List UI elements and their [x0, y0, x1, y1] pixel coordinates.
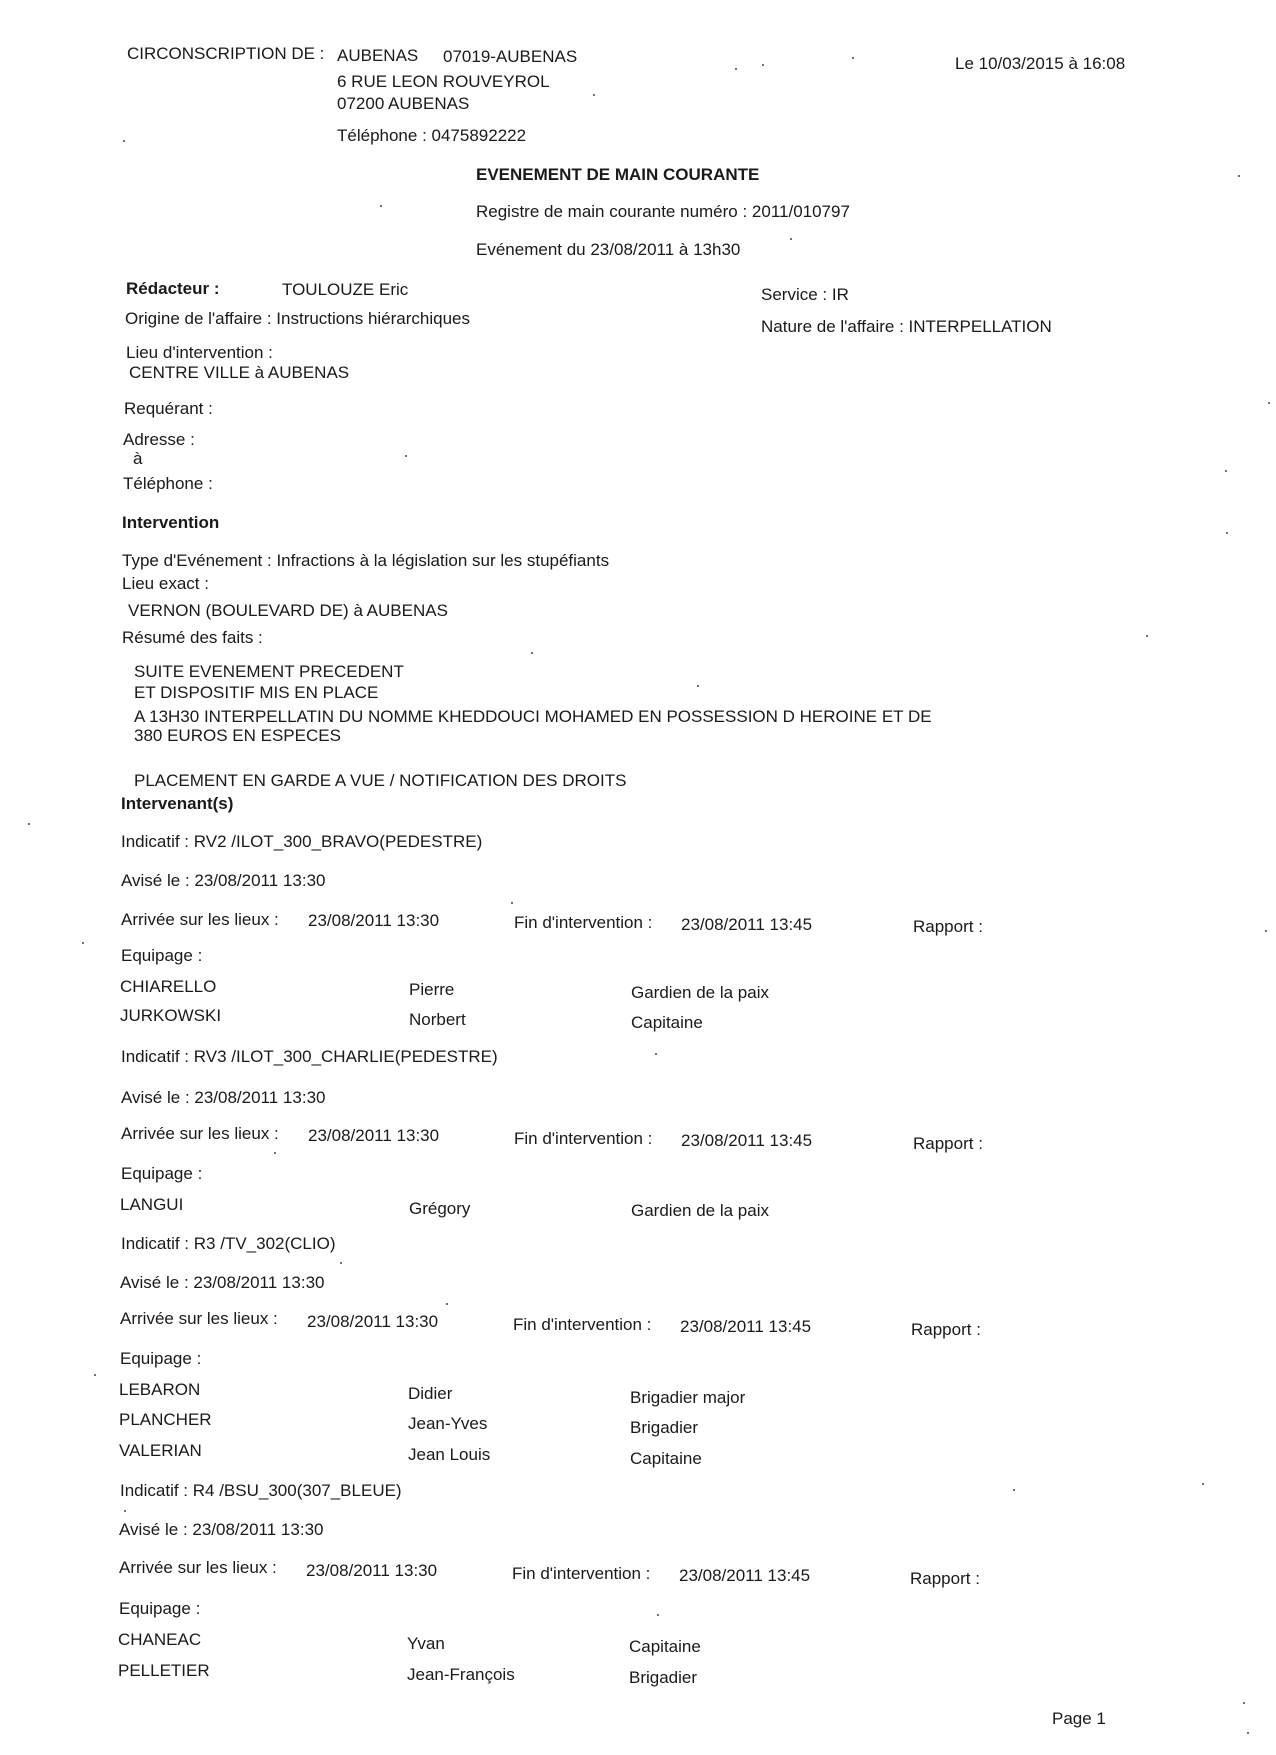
crew-grade: Capitaine	[630, 1449, 702, 1468]
intervention-heading: Intervention	[122, 513, 220, 532]
crew-prenom: Jean-François	[407, 1665, 515, 1684]
lieu-intervention-label: Lieu d'intervention :	[126, 343, 273, 362]
crew-grade: Gardien de la paix	[631, 983, 769, 1002]
unit-avise: Avisé le : 23/08/2011 13:30	[121, 1088, 326, 1107]
resume-line: A 13H30 INTERPELLATIN DU NOMME KHEDDOUCI MOHAMED EN POSSESSION D HEROINE ET DE	[134, 707, 932, 726]
crew-grade: Brigadier	[629, 1668, 698, 1687]
adresse-label: Adresse :	[123, 430, 195, 449]
document-title: EVENEMENT DE MAIN COURANTE	[476, 165, 760, 184]
equipage-label: Equipage :	[121, 946, 203, 965]
unit-fin: 23/08/2011 13:45	[680, 1317, 812, 1336]
unit-arrivee: 23/08/2011 13:30	[307, 1312, 439, 1331]
arrivee-label: Arrivée sur les lieux :	[119, 1558, 277, 1577]
resume-label: Résumé des faits :	[122, 628, 263, 647]
crew-prenom: Norbert	[409, 1010, 466, 1029]
unit-indicatif: Indicatif : R4 /BSU_300(307_BLEUE)	[120, 1481, 402, 1500]
resume-line: 380 EUROS EN ESPECES	[134, 726, 341, 745]
crew-prenom: Jean Louis	[408, 1445, 491, 1464]
event-datetime: Evénement du 23/08/2011 à 13h30	[476, 240, 741, 259]
rapport-label: Rapport :	[913, 1134, 983, 1153]
equipage-label: Equipage :	[119, 1599, 201, 1618]
origine-field: Origine de l'affaire : Instructions hiérarchiques	[125, 309, 470, 328]
lieu-exact-value: VERNON (BOULEVARD DE) à AUBENAS	[128, 601, 448, 620]
crew-grade: Capitaine	[629, 1637, 701, 1656]
address-line-2: 07200 AUBENAS	[337, 94, 470, 113]
unit-arrivee: 23/08/2011 13:30	[308, 1126, 440, 1145]
crew-grade: Gardien de la paix	[631, 1201, 769, 1220]
crew-nom: LANGUI	[120, 1195, 184, 1214]
unit-indicatif: Indicatif : RV2 /ILOT_300_BRAVO(PEDESTRE)	[121, 832, 483, 851]
crew-prenom: Yvan	[407, 1634, 445, 1653]
redacteur-value: TOULOUZE Eric	[282, 280, 409, 299]
unit-avise: Avisé le : 23/08/2011 13:30	[119, 1520, 324, 1539]
arrivee-label: Arrivée sur les lieux :	[121, 1124, 279, 1143]
lieu-exact-label: Lieu exact :	[122, 574, 209, 593]
equipage-label: Equipage :	[121, 1164, 203, 1183]
crew-grade: Brigadier major	[630, 1388, 746, 1407]
equipage-label: Equipage :	[120, 1349, 202, 1368]
crew-nom: PELLETIER	[118, 1661, 210, 1680]
page-number: Page 1	[1052, 1709, 1106, 1728]
unit-fin: 23/08/2011 13:45	[679, 1566, 811, 1585]
unit-fin: 23/08/2011 13:45	[681, 1131, 813, 1150]
fin-label: Fin d'intervention :	[514, 913, 653, 932]
unit-indicatif: Indicatif : R3 /TV_302(CLIO)	[121, 1234, 336, 1253]
crew-nom: VALERIAN	[119, 1441, 202, 1460]
circonscription-name: AUBENAS	[337, 46, 419, 65]
rapport-label: Rapport :	[911, 1320, 981, 1339]
unit-fin: 23/08/2011 13:45	[681, 915, 813, 934]
crew-nom: JURKOWSKI	[120, 1006, 222, 1025]
resume-line: ET DISPOSITIF MIS EN PLACE	[134, 683, 379, 702]
crew-prenom: Pierre	[409, 980, 455, 999]
requerant-label: Requérant :	[124, 399, 213, 418]
address-line-1: 6 RUE LEON ROUVEYROL	[337, 72, 550, 91]
unit-avise: Avisé le : 23/08/2011 13:30	[121, 871, 326, 890]
crew-grade: Capitaine	[631, 1013, 703, 1032]
fin-label: Fin d'intervention :	[513, 1315, 652, 1334]
placement-line: PLACEMENT EN GARDE A VUE / NOTIFICATION DES DROITS	[134, 771, 627, 790]
unit-avise: Avisé le : 23/08/2011 13:30	[120, 1273, 325, 1292]
service-field: Service : IR	[761, 285, 849, 304]
adresse-a-label: à	[133, 449, 143, 468]
unit-indicatif: Indicatif : RV3 /ILOT_300_CHARLIE(PEDESTRE)	[121, 1047, 498, 1066]
fin-label: Fin d'intervention :	[512, 1564, 651, 1583]
crew-grade: Brigadier	[630, 1418, 699, 1437]
registre-number: Registre de main courante numéro : 2011/010797	[476, 202, 850, 221]
nature-field: Nature de l'affaire : INTERPELLATION	[761, 317, 1052, 336]
crew-nom: PLANCHER	[119, 1410, 212, 1429]
lieu-intervention-value: CENTRE VILLE à AUBENAS	[129, 363, 350, 382]
intervenants-heading: Intervenant(s)	[121, 794, 234, 813]
circonscription-code: 07019-AUBENAS	[443, 47, 578, 66]
crew-prenom: Didier	[408, 1384, 453, 1403]
header-phone: Téléphone : 0475892222	[337, 126, 527, 145]
arrivee-label: Arrivée sur les lieux :	[121, 910, 279, 929]
crew-nom: CHIARELLO	[120, 977, 217, 996]
resume-line: SUITE EVENEMENT PRECEDENT	[134, 662, 404, 681]
type-evenement: Type d'Evénement : Infractions à la législation sur les stupéfiants	[122, 551, 610, 570]
fin-label: Fin d'intervention :	[514, 1129, 653, 1148]
circonscription-label: CIRCONSCRIPTION DE :	[127, 44, 325, 63]
crew-prenom: Grégory	[409, 1199, 471, 1218]
redacteur-label: Rédacteur :	[126, 279, 220, 298]
telephone-label: Téléphone :	[123, 474, 213, 493]
crew-prenom: Jean-Yves	[408, 1414, 488, 1433]
crew-nom: LEBARON	[119, 1380, 201, 1399]
unit-arrivee: 23/08/2011 13:30	[308, 911, 440, 930]
print-date: Le 10/03/2015 à 16:08	[955, 54, 1126, 73]
rapport-label: Rapport :	[910, 1569, 980, 1588]
arrivee-label: Arrivée sur les lieux :	[120, 1309, 278, 1328]
crew-nom: CHANEAC	[118, 1630, 202, 1649]
rapport-label: Rapport :	[913, 917, 983, 936]
unit-arrivee: 23/08/2011 13:30	[306, 1561, 438, 1580]
